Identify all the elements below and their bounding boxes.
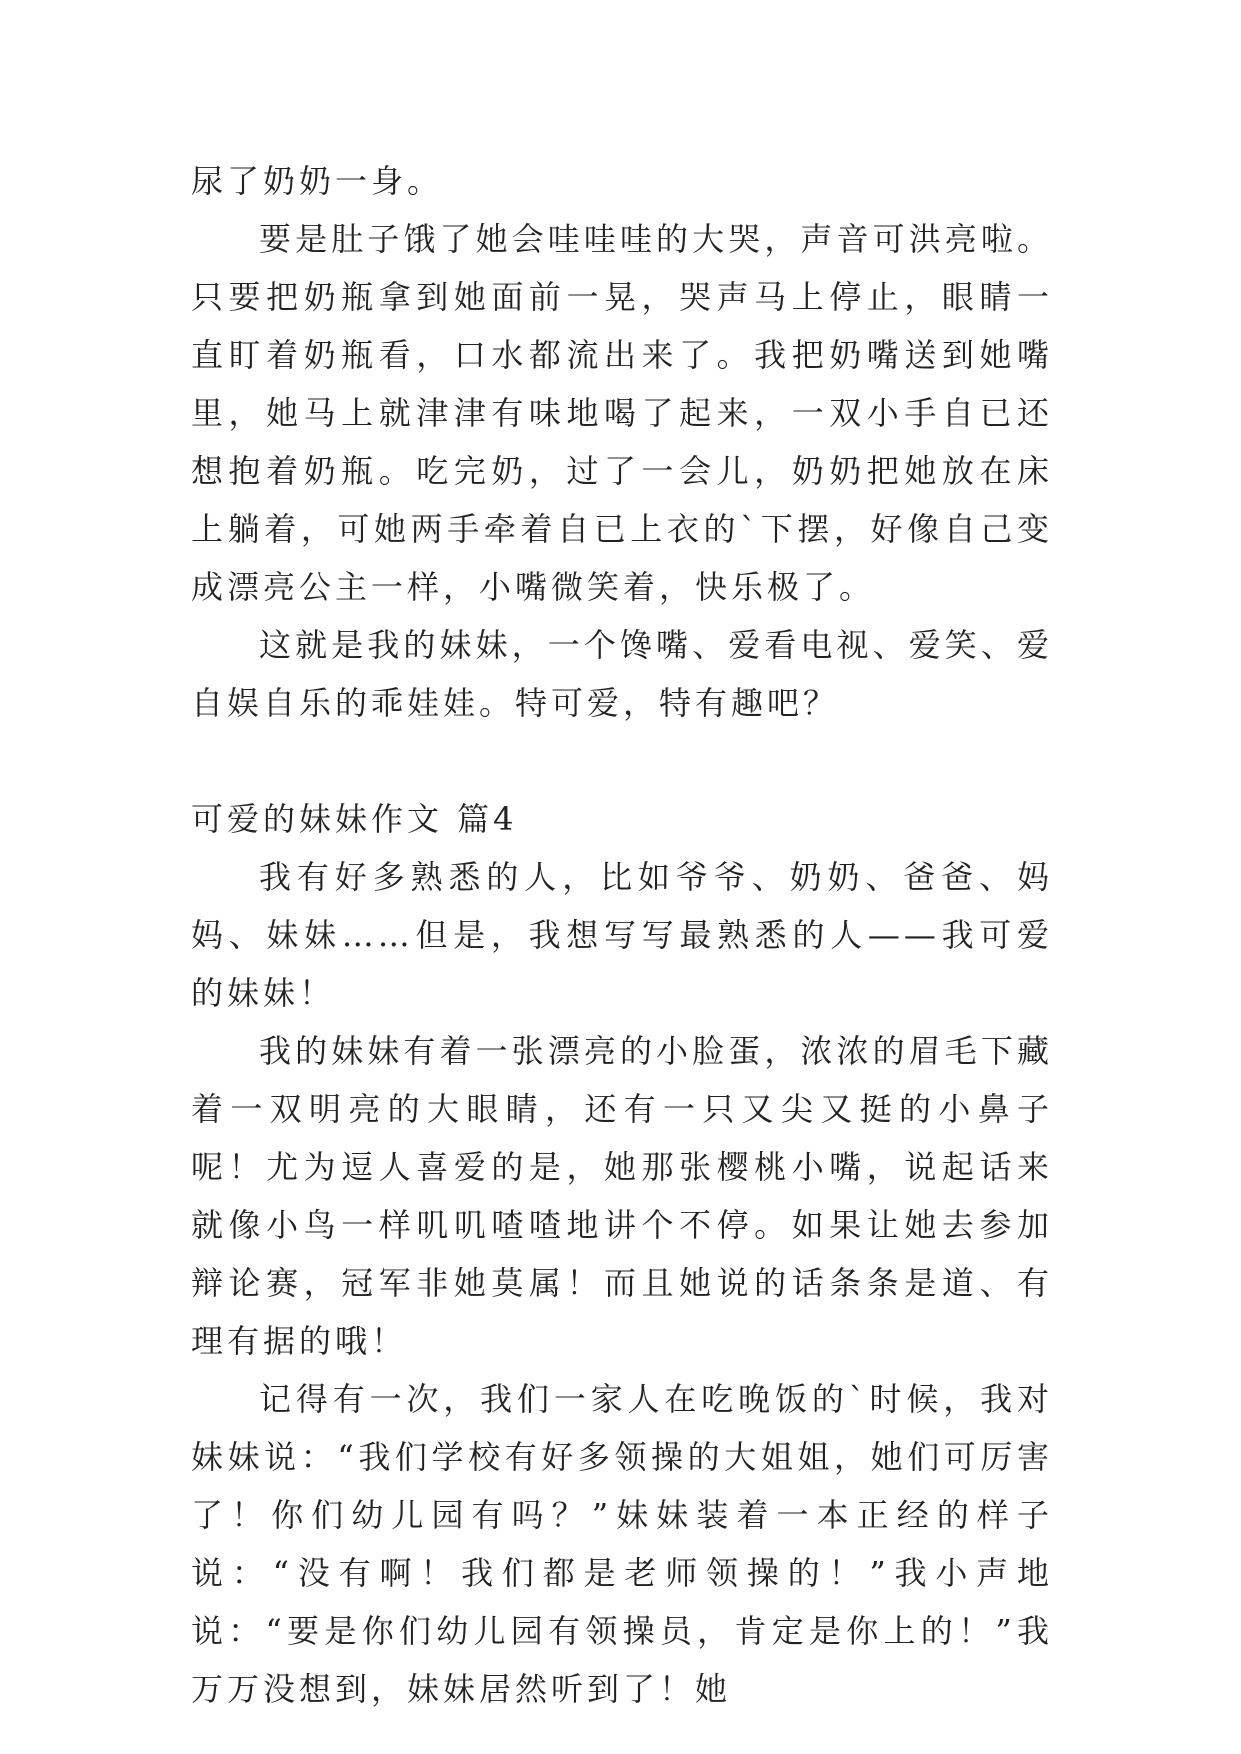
paragraph-3: 这就是我的妹妹，一个馋嘴、爱看电视、爱笑、爱自娱自乐的乖娃娃。特可爱，特有趣吧？ [191, 626, 1053, 722]
paragraph-6: 记得有一次，我们一家人在吃晚饭的`时候，我对妹妹说：“我们学校有好多领操的大姐姐，她们可厉害了！你们幼儿园有吗？”妹妹装着一本正经的样子说：“没有啊！我们都是老师领操的！”我小声地说：“要是你们幼儿园有领操员，肯定是你上的！”我万万没想到，妹妹居然听到了！她 [191, 1380, 1053, 1708]
document-body [191, 152, 1053, 1718]
paragraph-2: 要是肚子饿了她会哇哇哇的大哭，声音可洪亮啦。只要把奶瓶拿到她面前一晃，哭声马上停止，眼睛一直盯着奶瓶看，口水都流出来了。我把奶嘴送到她嘴里，她马上就津津有味地喝了起来，一双小手自已还想抱着奶瓶。吃完奶，过了一会儿，奶奶把她放在床上躺着，可她两手牵着自已上衣的`下摆，好像自己变成漂亮公主一样，小嘴微笑着，快乐极了。 [191, 220, 1053, 606]
paragraph-4: 我有好多熟悉的人，比如爷爷、奶奶、爸爸、妈妈、妹妹……但是，我想写写最熟悉的人——我可爱的妹妹！ [191, 858, 1053, 1012]
section-heading: 可爱的妹妹作文 篇4 [191, 800, 518, 838]
paragraph-5: 我的妹妹有着一张漂亮的小脸蛋，浓浓的眉毛下藏着一双明亮的大眼睛，还有一只又尖又挺的小鼻子呢！尤为逗人喜爱的是，她那张樱桃小嘴，说起话来就像小鸟一样叽叽喳喳地讲个不停。如果让她去参加辩论赛，冠军非她莫属！而且她说的话条条是道、有理有据的哦！ [191, 1032, 1053, 1360]
paragraph-1: 尿了奶奶一身。 [191, 162, 444, 200]
